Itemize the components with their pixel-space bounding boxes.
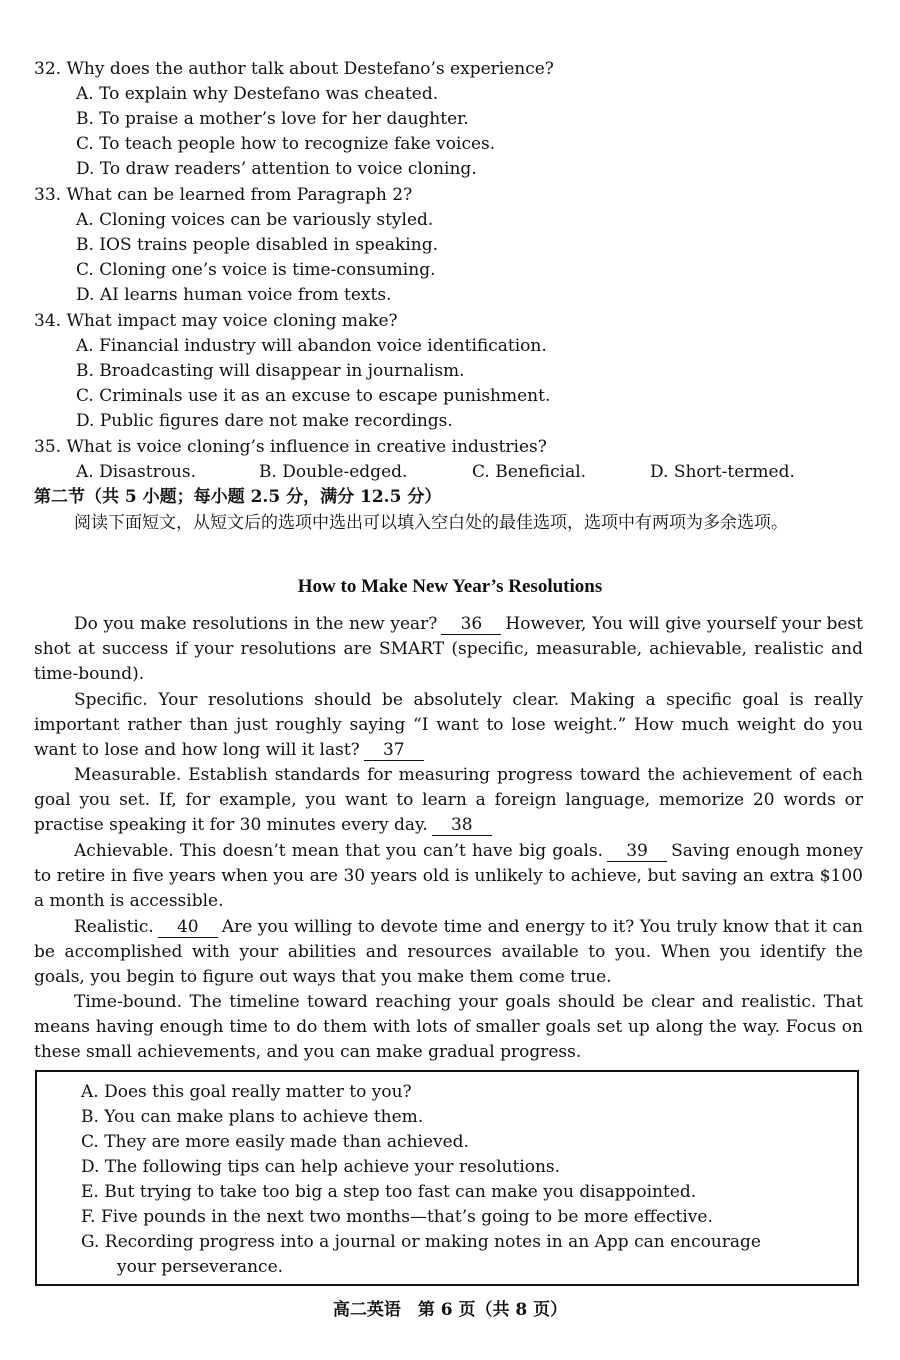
question-33-option-b: B. IOS trains people disabled in speaking.: [76, 235, 438, 255]
paragraph-6-text: Time-bound. The timeline toward reaching your goals should be clear and realistic. That means having enough time to do them with lots of smaller goals set up along the way. Focus on these small achievements, and you can make gradual progress.: [34, 992, 863, 1063]
question-35-option-a: A. Disastrous.: [76, 462, 197, 482]
paragraph-3-text: Measurable. Establish standards for measuring progress toward the achievement of each goal you set. If, for example, you want to learn a foreign language, memorize 20 words or practise speaking it for 30 minutes every day.: [34, 765, 863, 836]
choice-g: G. Recording progress into a journal or making notes in an App can encourage: [81, 1232, 761, 1252]
question-32-option-b: B. To praise a mother’s love for her daughter.: [76, 109, 469, 129]
question-32-option-a: A. To explain why Destefano was cheated.: [76, 84, 439, 104]
paragraph-3: [34, 763, 863, 839]
question-33-option-a: A. Cloning voices can be variously styled.: [76, 210, 434, 230]
choice-g-continued: your perseverance.: [117, 1257, 284, 1277]
choice-a: A. Does this goal really matter to you?: [81, 1082, 412, 1102]
choice-b: B. You can make plans to achieve them.: [81, 1107, 424, 1127]
paragraph-1: [34, 612, 863, 688]
blank-38[interactable]: 38: [432, 815, 492, 836]
paragraph-5-text-a: Realistic.: [74, 917, 154, 937]
choice-f: F. Five pounds in the next two months—that’s going to be more effective.: [81, 1207, 713, 1227]
section-instruction: [34, 511, 863, 536]
paragraph-1-text-b: However, You will give yourself your best shot at success if your resolutions are SMART (specific, measurable, achievable, realistic and time-bound).: [34, 614, 863, 685]
blank-36[interactable]: 36: [441, 614, 501, 635]
paragraph-1-text-a: Do you make resolutions in the new year?: [74, 614, 438, 634]
question-35-stem: 35. What is voice cloning’s influence in creative industries?: [34, 437, 547, 457]
options-box: [35, 1070, 859, 1286]
question-33-stem: 33. What can be learned from Paragraph 2?: [34, 185, 413, 205]
question-34-option-d: D. Public figures dare not make recordings.: [76, 411, 453, 431]
question-34-stem: 34. What impact may voice cloning make?: [34, 311, 398, 331]
blank-40[interactable]: 40: [158, 917, 218, 938]
paragraph-6: [34, 990, 863, 1066]
section-instruction-text: 阅读下面短文，从短文后的选项中选出可以填入空白处的最佳选项，选项中有两项为多余选项。: [74, 513, 788, 533]
question-32-stem: 32. Why does the author talk about Destefano’s experience?: [34, 59, 554, 79]
question-33-option-c: C. Cloning one’s voice is time-consuming.: [76, 260, 436, 280]
paragraph-5-text-b: Are you willing to devote time and energy to it? You truly know that it can be accomplished with your abilities and resources available to you. When you identify the goals, you begin to figure out ways that you make them come true.: [34, 917, 863, 988]
paragraph-2-text: Specific. Your resolutions should be absolutely clear. Making a specific goal is really important rather than just roughly saying “I want to lose weight.” How much weight do you want to lose and how long will it last?: [34, 690, 863, 761]
question-33-option-d: D. AI learns human voice from texts.: [76, 285, 392, 305]
question-35-options: [76, 460, 836, 485]
paragraph-4: [34, 839, 863, 915]
question-34-option-b: B. Broadcasting will disappear in journalism.: [76, 361, 465, 381]
question-32-option-c: C. To teach people how to recognize fake voices.: [76, 134, 496, 154]
paragraph-4-text-a: Achievable. This doesn’t mean that you can’t have big goals.: [74, 841, 604, 861]
page-footer: 高二英语 第 6 页（共 8 页）: [332, 1300, 568, 1320]
choice-c: C. They are more easily made than achieved.: [81, 1132, 469, 1152]
question-35-option-d: D. Short-termed.: [650, 462, 795, 482]
question-32-option-d: D. To draw readers’ attention to voice cloning.: [76, 159, 477, 179]
blank-39[interactable]: 39: [607, 841, 667, 862]
question-34-option-a: A. Financial industry will abandon voice identification.: [76, 336, 547, 356]
paragraph-2: [34, 688, 863, 764]
question-34-option-c: C. Criminals use it as an excuse to escape punishment.: [76, 386, 551, 406]
paragraph-5: [34, 915, 863, 991]
question-35-option-c: C. Beneficial.: [472, 462, 587, 482]
section-heading: 第二节（共 5 小题；每小题 2.5 分，满分 12.5 分）: [34, 487, 442, 507]
blank-37[interactable]: 37: [364, 740, 424, 761]
passage-title: How to Make New Year’s Resolutions: [297, 576, 603, 597]
question-35-option-b: B. Double-edged.: [259, 462, 408, 482]
choice-d: D. The following tips can help achieve your resolutions.: [81, 1157, 561, 1177]
paragraph-4-text-b: Saving enough money to retire in five years when you are 30 years old is unlikely to achieve, but saving an extra $100 a month is accessible.: [34, 841, 864, 912]
choice-e: E. But trying to take too big a step too fast can make you disappointed.: [81, 1182, 697, 1202]
